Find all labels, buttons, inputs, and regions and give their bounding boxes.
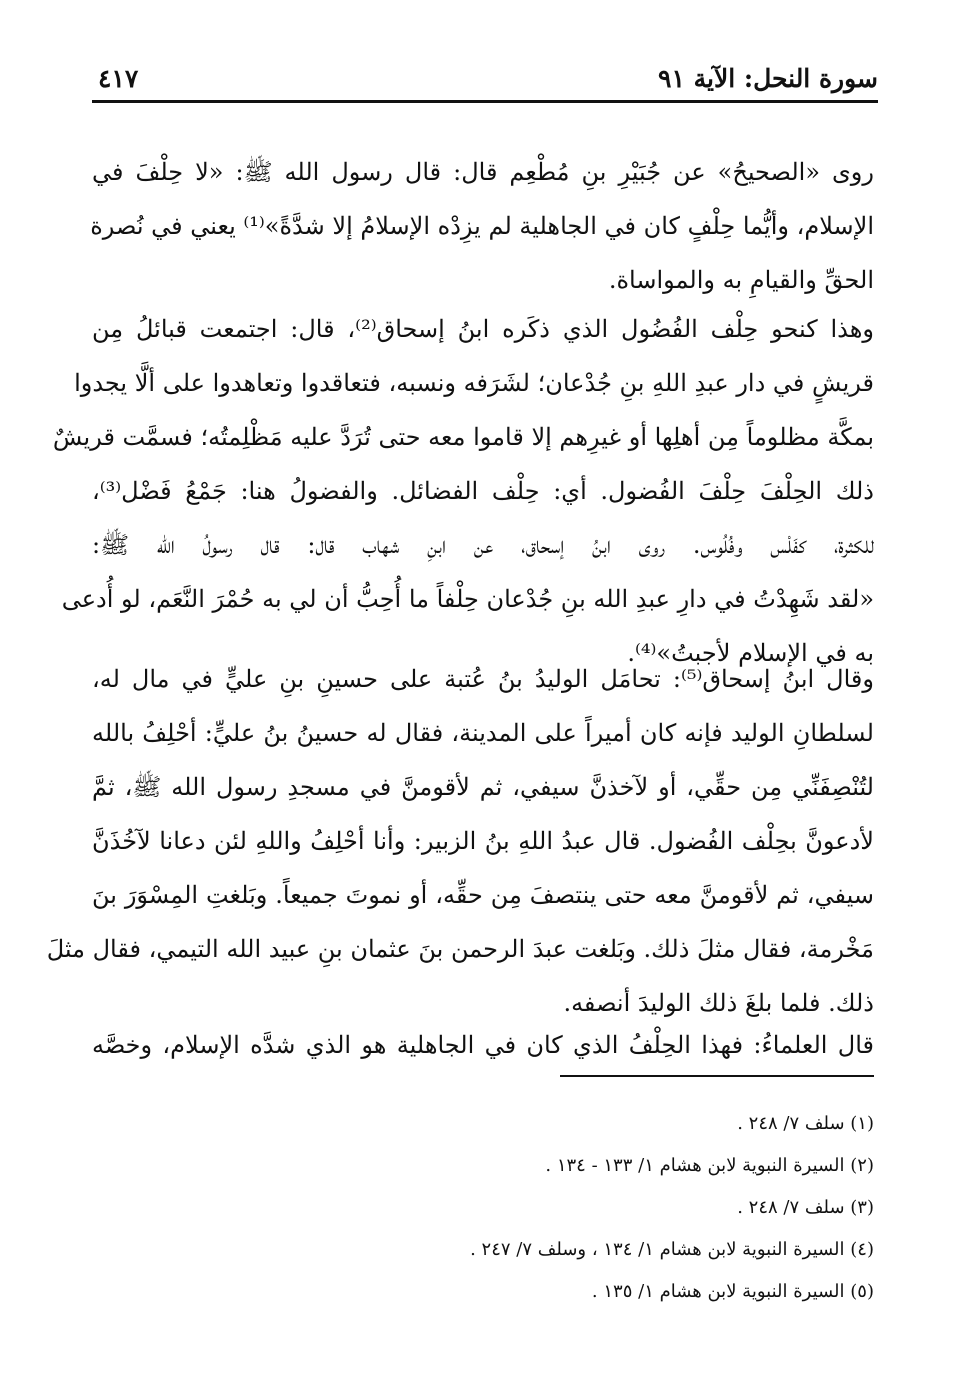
text-line: الإسلام، وأيُّما حِلْفٍ كان في الجاهلية لم يزِدْه الإسلامُ إلا شدَّةً»⁽¹⁾ يعني في نُصرة [90, 212, 874, 240]
text-line: قال العلماءُ: فهذا الحِلْفُ الذي كان في الجاهلية هو الذي شدَّه الإسلام، وخصَّه [92, 1031, 874, 1059]
footnote-item: (٢) السيرة النبوية لابن هشام ١/ ١٣٣ - ١٣٤ . [545, 1155, 874, 1176]
footnotes [92, 1103, 874, 1313]
paragraph-1 [92, 145, 874, 307]
header-rule [92, 100, 878, 103]
text-line: «لقد شَهِدْتُ في دارِ عبدِ الله بنِ جُدْعان حِلْفاً ما أُحِبُّ أن لي به حُمْرَ النَّعَم، لو أُدعى [61, 585, 874, 613]
text-line: لسلطانِ الوليد فإنه كان أميراً على المدينة، فقال له حسينُ بنُ عليٍّ: أحْلِفُ بالله [92, 719, 874, 747]
paragraph-4 [92, 1018, 874, 1072]
page-number: ٤١٧ [98, 64, 139, 93]
paragraph-2 [52, 302, 874, 680]
text-line: ذلك الحِلْفَ حِلْفَ الفُضول. أي: حِلْف الفضائل. والفضولُ هنا: جَمْعُ فَضْل⁽³⁾، [92, 477, 874, 505]
text-line: بمكَّة مظلوماً مِن أهلِها أو غيرِهم إلا قاموا معه حتى تُرَدَّ عليه مَظْلِمتُه؛ فسمَّت قريشٌ [52, 423, 874, 451]
footnote-item: (١) سلف ٧/ ٢٤٨ . [737, 1113, 874, 1134]
running-header [92, 60, 878, 100]
text-line: للكثرة، كفَلْس وفُلُوس. روى ابنُ إسحاق، عن ابنِ شهاب قال: قال رسولُ الله ﷺ: [92, 531, 874, 559]
text-line: روى «الصحيحُ» عن جُبَيْرِ بنِ مُطْعِم قال: قال رسول الله ﷺ: «لا حِلْفَ في [92, 158, 874, 186]
text-line: وقال ابنُ إسحاق⁽⁵⁾: تحامَل الوليدُ بنُ عُتبة على حسينِ بنِ عليٍّ في مال له، [92, 665, 874, 693]
text-line: لتُنْصِفَنِّي مِن حقِّي، أو لآخذنَّ سيفي، ثم لأقومنَّ في مسجدِ رسول الله ﷺ، ثمَّ [92, 773, 874, 801]
text-line: لأدعونَّ بحِلْف الفُضول. قال عبدُ اللهِ بنُ الزبير: وأنا أحْلِفُ واللهِ لئن دعانا لآخُذَنَّ [92, 827, 874, 855]
text-line: الحقِّ والقيامِ به والمواساة. [608, 266, 874, 294]
footnote-separator [560, 1075, 874, 1077]
paragraph-3 [46, 652, 874, 1030]
text-line: سيفي، ثم لأقومنَّ معه حتى ينتصفَ مِن حقِّه، أو نموتَ جميعاً. وبَلغتِ المِسْوَرَ بنَ [92, 881, 874, 909]
text-line: مَخْرمة، فقال مثلَ ذلك. وبَلغت عبدَ الرحمن بنَ عثمان بنِ عبيد الله التيمي، فقال مثلَ [46, 935, 874, 963]
text-line: ذلك. فلما بلغَ ذلك الوليدَ أنصفه. [563, 989, 874, 1017]
text-line: به في الإسلام لأجبتُ»⁽⁴⁾. [627, 639, 874, 667]
footnote-item: (٥) السيرة النبوية لابن هشام ١/ ١٣٥ . [591, 1281, 874, 1302]
text-line: قريشٍ في دار عبدِ اللهِ بنِ جُدْعان؛ لشَرَفه ونسبه، فتعاقدوا وتعاهدوا على ألَّا يجدوا [74, 369, 874, 397]
footnote-item: (٤) السيرة النبوية لابن هشام ١/ ١٣٤ ، وسلف ٧/ ٢٤٧ . [470, 1239, 874, 1260]
surah-verse-title: سورة النحل: الآية ٩١ [658, 64, 878, 93]
footnote-item: (٣) سلف ٧/ ٢٤٨ . [737, 1197, 874, 1218]
text-line: وهذا كنحو حِلْف الفُضُول الذي ذكَره ابنُ إسحاق⁽²⁾، قال: اجتمعت قبائلُ مِن [92, 315, 874, 343]
